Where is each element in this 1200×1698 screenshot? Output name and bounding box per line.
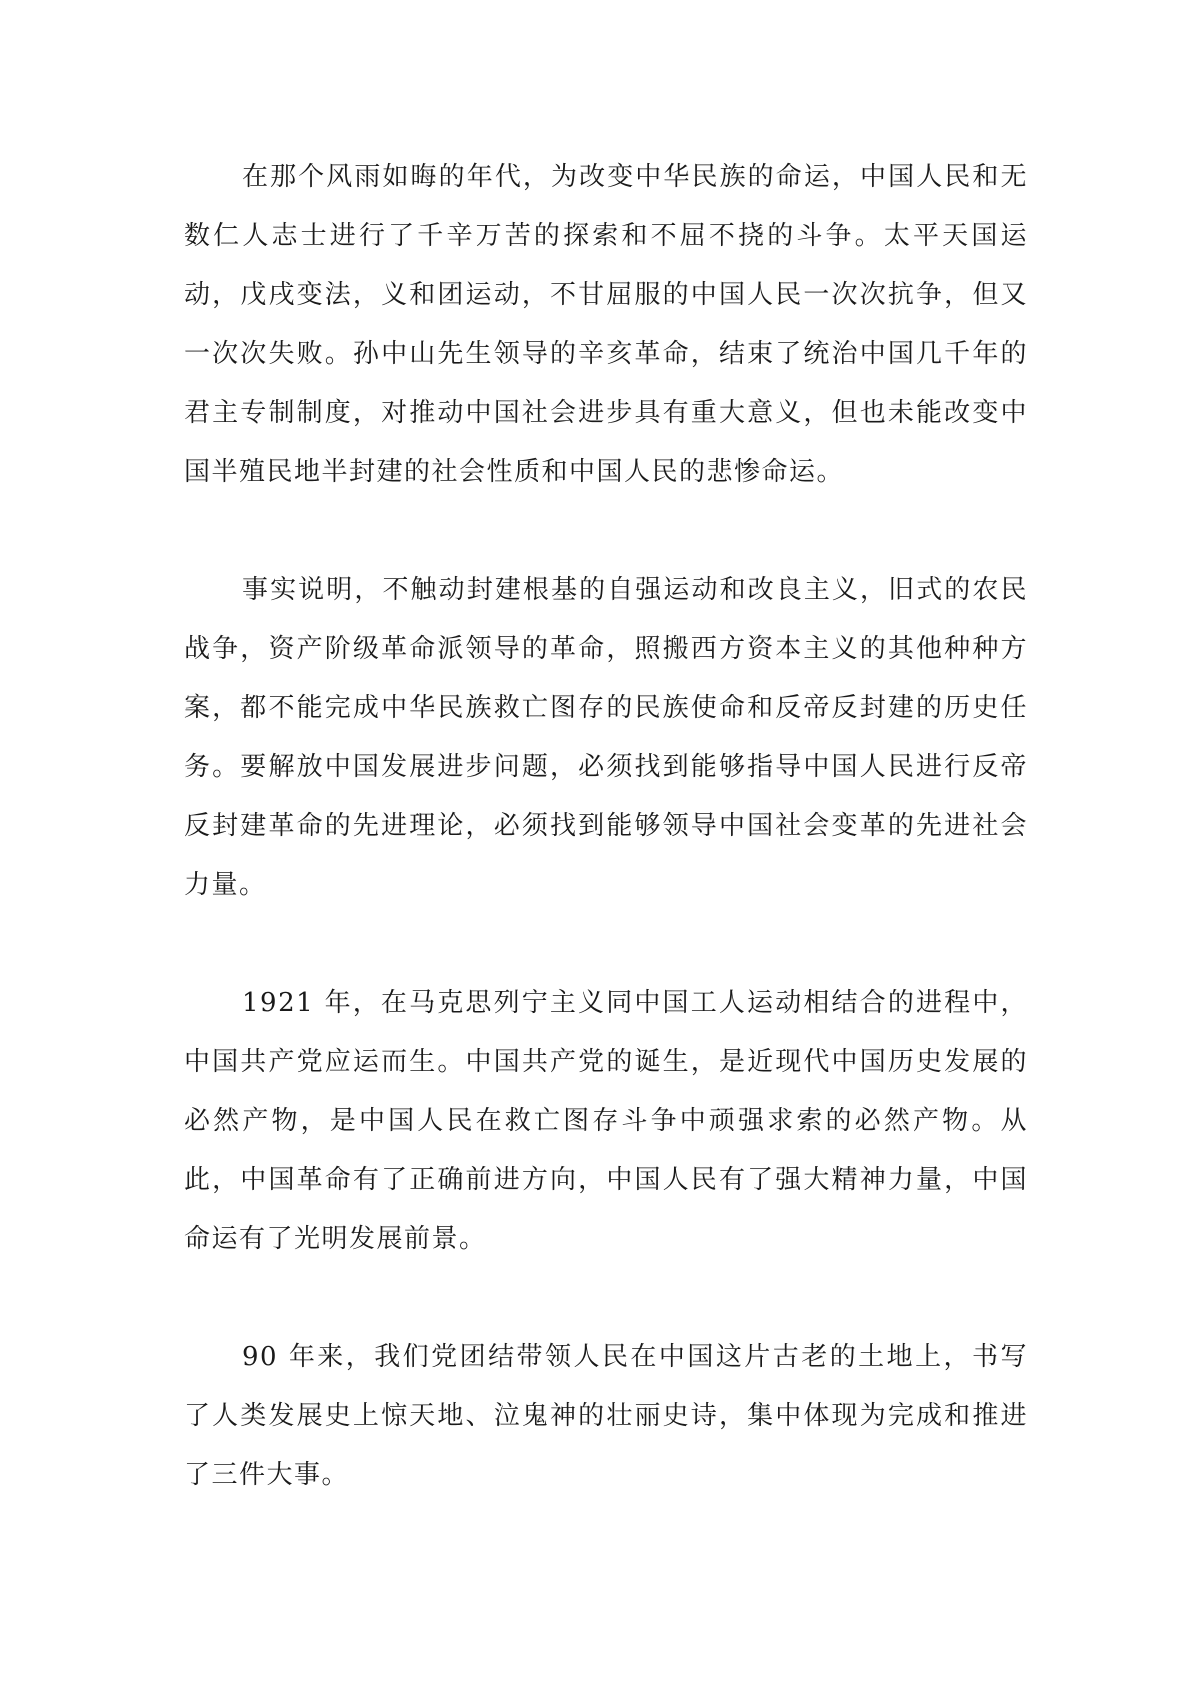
paragraph-2: 事实说明，不触动封建根基的自强运动和改良主义，旧式的农民战争，资产阶级革命派领导的革命，照搬西方资本主义的其他种种方案，都不能完成中华民族救亡图存的民族使命和反帝反封建的历史任务。要解放中国发展进步问题，必须找到能够指导中国人民进行反帝反封建革命的先进理论，必须找到能够领导中国社会变革的先进社会力量。 <box>184 575 1028 900</box>
paragraph-1: 在那个风雨如晦的年代，为改变中华民族的命运，中国人民和无数仁人志士进行了千辛万苦的探索和不屈不挠的斗争。太平天国运动，戊戌变法，义和团运动，不甘屈服的中国人民一次次抗争，但又一次次失败。孙中山先生领导的辛亥革命，结束了统治中国几千年的君主专制制度，对推动中国社会进步具有重大意义，但也未能改变中国半殖民地半封建的社会性质和中国人民的悲惨命运。 <box>184 162 1028 487</box>
paragraph-4: 90 年来，我们党团结带领人民在中国这片古老的土地上，书写了人类发展史上惊天地、泣鬼神的壮丽史诗，集中体现为完成和推进了三件大事。 <box>184 1342 1028 1490</box>
document-body <box>184 148 1028 1505</box>
paragraph-3: 1921 年，在马克思列宁主义同中国工人运动相结合的进程中，中国共产党应运而生。中国共产党的诞生，是近现代中国历史发展的必然产物，是中国人民在救亡图存斗争中顽强求索的必然产物。从此，中国革命有了正确前进方向，中国人民有了强大精神力量，中国命运有了光明发展前景。 <box>184 988 1028 1254</box>
